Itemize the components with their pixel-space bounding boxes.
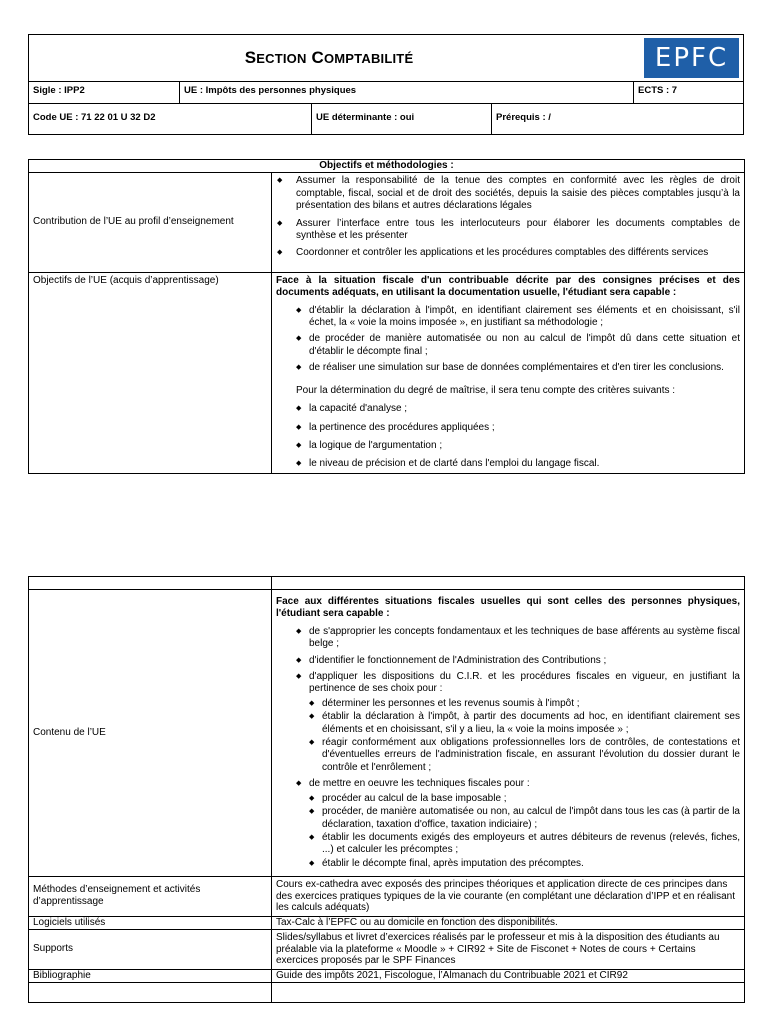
acquis-content	[272, 272, 745, 473]
acquis-item: ◆ de procéder de manière automatisée ou non au calcul de l'impôt dû dans cette situation et d'établir le décompte final ;	[296, 333, 740, 358]
acquis-item: ◆ de réaliser une simulation sur base de données complémentaires et d'en tirer les conclusions.	[296, 362, 740, 374]
acquis-label: Objectifs de l’UE (acquis d’apprentissage)	[29, 272, 272, 473]
contribution-label: Contribution de l’UE au profil d’enseignement	[29, 173, 272, 272]
content-table	[28, 576, 745, 1003]
determinante-cell: UE déterminante : oui	[311, 103, 491, 134]
contenu-item: ◆ de mettre en oeuvre les techniques fiscales pour : ◆ procéder au calcul de la base imposable ; ◆ procéder, de manière automatisée ou non, au calcul de l'impôt dans tous les cas (à partir de la déclaration, taxation d'office, taxation indiciaire) ; ◆ établir les documents exigés des employeurs et autres débiteurs de revenus (relevés, fiches, ...) et calculer les précomptes ; ◆ établir le décompte final, après imputation des précomptes.	[296, 778, 740, 870]
contenu-subitem: ◆ établir la déclaration à l'impôt, à partir des documents ad hoc, en identifiant clairement ses éléments et en choisissant, s'il y a lieu, la « voie la moins imposée » ;	[309, 711, 740, 736]
criteria-item: ◆ le niveau de précision et de clarté dans l'emploi du langage fiscal.	[296, 458, 740, 470]
acquis-item: ◆ d'établir la déclaration à l'impôt, en identifiant clairement ses éléments et en choisissant, s'il échet, la « voie la moins imposée », en justifiant sa méthodologie ;	[296, 305, 740, 330]
epfc-logo: EPFC	[644, 38, 739, 78]
ects-cell: ECTS : 7	[633, 81, 743, 103]
contenu-subitem: ◆ procéder au calcul de la base imposable ;	[309, 793, 740, 805]
header-code-row	[29, 103, 743, 134]
methodes-label: Méthodes d’enseignement et activités d’apprentissage	[29, 877, 272, 917]
contribution-item: ◆ Assumer la responsabilité de la tenue des comptes en conformité avec les règles de droit comptable, fiscal, social et de droit des sociétés, depuis la saisie des pièces comptables jusqu’à la présentation des bilans et autres déclarations légales	[276, 175, 740, 212]
contenu-item: ◆ d'appliquer les dispositions du C.I.R. et les procédures fiscales en vigueur, en justifiant la pertinence de ses choix pour : ◆ déterminer les personnes et les revenus soumis à l'impôt ; ◆ établir la déclaration à l'impôt, à partir des documents ad hoc, en identifiant clairement ses éléments et en choisissant, s'il y a lieu, la « voie la moins imposée » ; ◆ réagir conformément aux obligations professionnelles lors de contrôles, de contestations et d'éventuelles erreurs de l'administration fiscale, en assurant l'évolution du dossier durant le contrôle et l'enrôlement ;	[296, 671, 740, 774]
contenu-subitem: ◆ établir les documents exigés des employeurs et autres débiteurs de revenus (relevés, fiches, ...) et calculer les précomptes ;	[309, 832, 740, 857]
course-header	[28, 34, 744, 135]
logiciels-value: Tax-Calc à l’EPFC ou au domicile en fonction des disponibilités.	[272, 916, 745, 929]
supports-label: Supports	[29, 930, 272, 970]
contenu-subitem: ◆ déterminer les personnes et les revenus soumis à l'impôt ;	[309, 698, 740, 710]
criteria-intro: Pour la détermination du degré de maîtrise, il sera tenu compte des critères suivants :	[296, 384, 676, 396]
criteria-item: ◆ la capacité d'analyse ;	[296, 403, 740, 415]
contenu-item: ◆ de s'approprier les concepts fondamentaux et les techniques de base afférents au système fiscal belge ;	[296, 626, 740, 651]
logiciels-label: Logiciels utilisés	[29, 916, 272, 929]
section-title: SECTION COMPTABILITÉ	[244, 48, 414, 67]
empty-cell	[272, 982, 745, 1002]
criteria-item: ◆ la logique de l'argumentation ;	[296, 440, 740, 452]
empty-header-cell	[272, 577, 745, 590]
contenu-subitem: ◆ établir le décompte final, après imputation des précomptes.	[309, 858, 740, 870]
criteria-item: ◆ la pertinence des procédures appliquées ;	[296, 422, 740, 434]
contenu-item: ◆ d'identifier le fonctionnement de l'Administration des Contributions ;	[296, 655, 740, 667]
objectives-heading: Objectifs et méthodologies :	[29, 160, 745, 173]
bibliographie-value: Guide des impôts 2021, Fiscologue, l’Almanach du Contribuable 2021 et CIR92	[272, 969, 745, 982]
contenu-label: Contenu de l’UE	[29, 590, 272, 877]
code-cell: Code UE : 71 22 01 U 32 D2	[33, 112, 156, 123]
header-info-row	[29, 81, 743, 104]
empty-header-cell	[29, 577, 272, 590]
contenu-subitem: ◆ procéder, de manière automatisée ou non, au calcul de l'impôt dans tous les cas (à partir de la déclaration, taxation d'office, taxation indiciaire) ;	[309, 806, 740, 831]
contribution-item: ◆ Assurer l’interface entre tous les interlocuteurs pour élaborer les documents comptables de synthèse et les présenter	[276, 218, 740, 243]
methodes-value: Cours ex-cathedra avec exposés des principes théoriques et application directe de ces principes dans des exercices pratiques typiques de la vie courante (en complétant une déclaration d’IPP et en réalisant les calculs adéquats)	[272, 877, 745, 917]
prerequis-cell: Prérequis : /	[491, 103, 743, 134]
contenu-subitem: ◆ réagir conformément aux obligations professionnelles lors de contrôles, de contestations et d'éventuelles erreurs de l'administration fiscale, en assurant l'évolution du dossier durant le contrôle et l'enrôlement ;	[309, 737, 740, 774]
contribution-content	[272, 173, 745, 272]
header-title-row	[29, 35, 743, 82]
objectives-table	[28, 159, 745, 474]
empty-cell	[29, 982, 272, 1002]
sigle-cell: Sigle : IPP2	[33, 85, 85, 96]
contenu-content	[272, 590, 745, 877]
contenu-intro: Face aux différentes situations fiscales usuelles qui sont celles des personnes physiques, l'étudiant sera capable :	[276, 596, 740, 620]
ue-cell: UE : Impôts des personnes physiques	[179, 81, 633, 103]
acquis-intro: Face à la situation fiscale d'un contribuable décrite par des consignes précises et des documents adéquats, en utilisant la documentation usuelle, l'étudiant sera capable :	[276, 274, 740, 299]
supports-value: Slides/syllabus et livret d’exercices réalisés par le professeur et mis à la disposition des étudiants au préalable via la plateforme « Moodle » + CIR92 + Site de Fisconet + Notes de cours + Certains exercices proposés par le SPF Finances	[272, 930, 745, 970]
contribution-item: ◆ Coordonner et contrôler les applications et les procédures comptables des différents services	[276, 247, 740, 259]
bibliographie-label: Bibliographie	[29, 969, 272, 982]
